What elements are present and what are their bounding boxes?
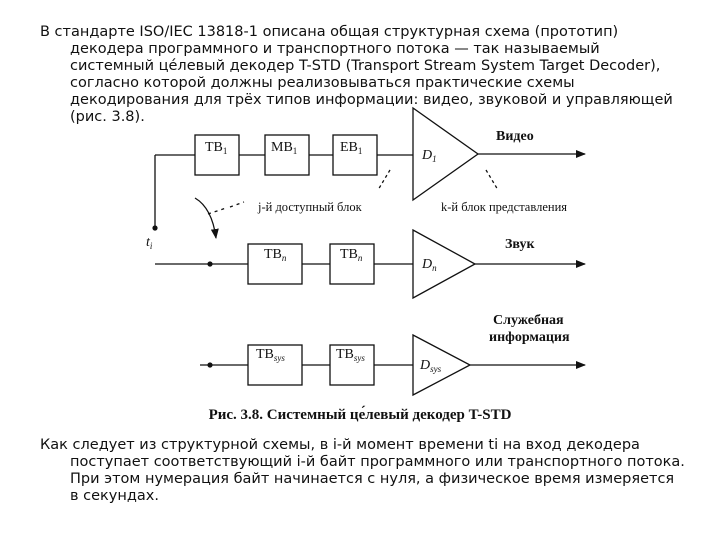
input-dot [152,225,157,230]
text-line: В стандарте ISO/IEC 13818-1 описана общая структурная схема (прототип) [40,24,619,40]
eb1-label: $EB_1$ [340,140,363,156]
ebsys-label: $TB_{sys}$ [336,347,365,363]
switch-arrow [195,198,216,238]
service-output-label-2: информация [489,330,570,345]
tb1-label: $TB_1$ [205,140,228,156]
text-line: в секундах. [70,488,159,504]
dn-label: $D_n$ [422,257,437,273]
tbn-label: $TB_n$ [264,247,287,263]
figure-caption: Рис. 3.8. Системный це́левый декодер T-STD [208,407,512,423]
video-output-label: Видео [496,129,534,144]
input-dot [207,261,212,266]
j-block-label: j-й доступный блок [258,200,362,214]
dashed-pointer [208,208,226,214]
tbsys-label: $TB_{sys}$ [256,347,285,363]
text-line: системный це́левый декодер T-STD (Transport Stream System Target Decoder), [70,58,661,74]
mb1-label: $MB_1$ [271,140,298,156]
audio-output-label: Звук [505,237,535,252]
dashed-pointer [230,202,244,207]
d1-label: $D_1$ [422,148,437,164]
text-line: (рис. 3.8). [70,109,145,125]
k-block-label: k-й блок представления [441,200,568,214]
text-line: Как следует из структурной схемы, в i-й момент времени ti на вход декодера [40,437,640,453]
explanation-paragraph [40,437,690,505]
dashed-pointer [378,170,390,190]
dashed-pointer [486,170,498,190]
dsys-label: $D_{sys}$ [420,358,442,374]
text-line: согласно которой должны реализовываться практические схемы [70,75,575,91]
text-line: поступает соответствующий i-й байт программного или транспортного потока. [70,454,685,470]
text-line: декодирования для трёх типов информации: видео, звуковой и управляющей [70,92,673,108]
service-output-label-1: Служебная [493,313,564,328]
ti-label: $t_i$ [146,235,153,251]
text-line: декодера программного и транспортного потока — так называемый [70,41,600,57]
text-line: При этом нумерация байт начинается с нуля, а физическое время измеряется [70,471,675,487]
ebn-label: $TB_n$ [340,247,363,263]
input-dot [207,362,212,367]
